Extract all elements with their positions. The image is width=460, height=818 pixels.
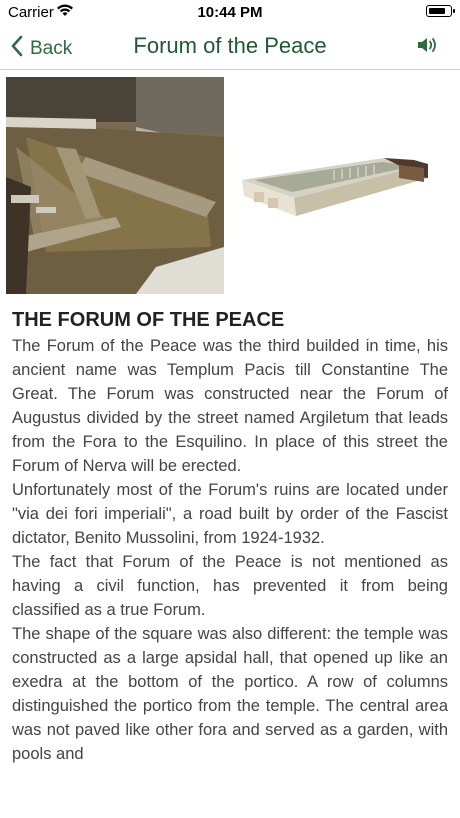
article-heading: THE FORUM OF THE PEACE (12, 309, 285, 331)
status-time: 10:44 PM (197, 4, 263, 21)
status-bar (0, 0, 460, 24)
battery-icon (426, 5, 452, 17)
navigation-bar (0, 24, 460, 70)
carrier-label: Carrier (8, 4, 54, 21)
article-content[interactable] (12, 306, 448, 806)
article-paragraph: The fact that Forum of the Peace is not mentioned as having a civil function, has prevented it from being classified as a true Forum. (12, 553, 448, 619)
back-label: Back (30, 37, 73, 59)
speaker-button[interactable] (416, 36, 438, 59)
ruins-photo (6, 77, 224, 294)
3d-model-forum (234, 150, 430, 230)
speaker-volume-icon (416, 41, 438, 58)
article-paragraph: The shape of the square was also different: the temple was constructed as a large apsidal hall, that opened up like an exedra at the bottom of the portico. A row of columns distinguished the portico from the temple. The central area was not paved like other fora and served as a garden, with pools and (12, 625, 448, 763)
page-title: Forum of the Peace (133, 33, 327, 58)
battery-fill (429, 8, 445, 14)
article-paragraph: The Forum of the Peace was the third builded in time, his ancient name was Templum Pacis till Constantine The Great. The Forum was constructed near the Forum of Augustus divided by the street named Argiletum that leads from the Fora to the Esquilino. In place of this street the Forum of Nerva will be erected. (12, 337, 448, 475)
article-paragraph: Unfortunately most of the Forum's ruins are located under "via dei fori imperiali", a road built by order of the Fascist dictator, Benito Mussolini, from 1924-1932. (12, 481, 448, 547)
